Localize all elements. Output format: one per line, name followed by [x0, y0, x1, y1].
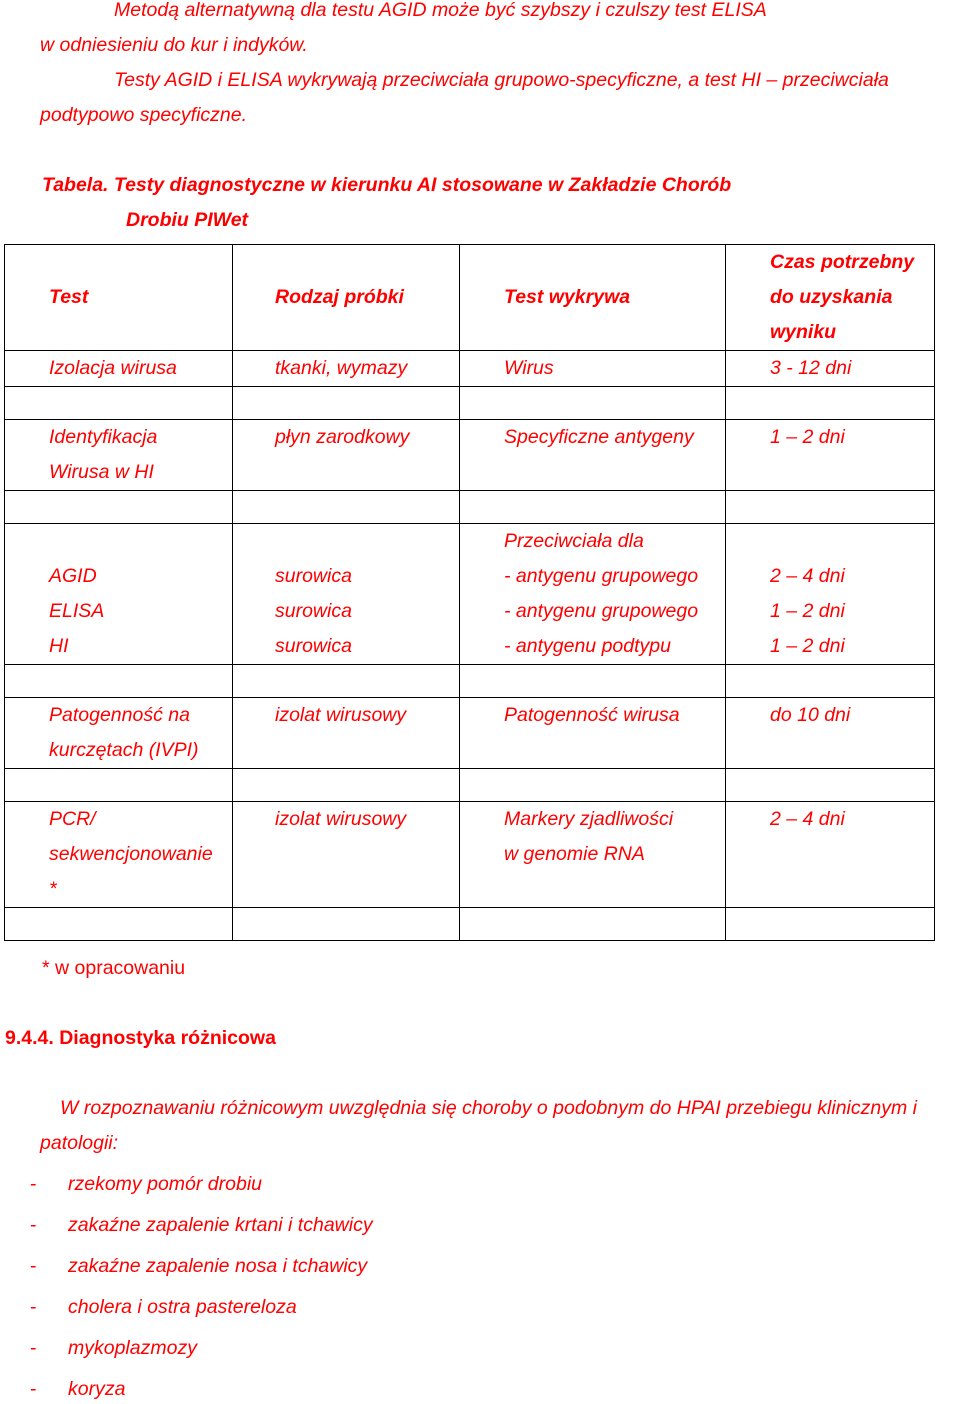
row2-time: 1 – 2 dni	[770, 426, 845, 448]
diagnostic-tests-table	[4, 244, 935, 941]
table-spacer-row	[5, 491, 935, 524]
table-footnote: * w opracowaniu	[42, 957, 186, 979]
row3-detects-a: - antygenu grupowego	[504, 565, 699, 587]
row5-detects	[460, 802, 725, 872]
row3-detects	[460, 524, 725, 664]
row5-sample: izolat wirusowy	[275, 808, 407, 830]
row2-detects: Specyficzne antygeny	[504, 426, 694, 448]
table-spacer-row	[5, 665, 935, 698]
row2-sample: płyn zarodkowy	[275, 426, 410, 448]
row1-sample: tkanki, wymazy	[275, 357, 408, 379]
row5-detects-line-1: Markery zjadliwości	[504, 808, 674, 830]
list-item-label: rzekomy pomór drobiu	[68, 1173, 262, 1195]
header-time-line-3: wyniku	[770, 321, 837, 343]
row3-time-b: 1 – 2 dni	[770, 600, 845, 622]
row5-test	[5, 802, 232, 907]
table-spacer-row	[5, 908, 935, 941]
row4-test-line-2: kurczętach (IVPI)	[49, 739, 199, 761]
table-caption-line-1: Tabela. Testy diagnostyczne w kierunku AI stosowane w Zakładzie Chorób	[42, 174, 732, 196]
list-dash: -	[30, 1378, 37, 1400]
row4-time: do 10 dni	[770, 704, 851, 726]
row5-test-line-2: sekwencjonowanie	[49, 843, 213, 865]
row3-samples	[233, 524, 459, 664]
header-time-line-1: Czas potrzebny	[770, 251, 915, 273]
row5-time: 2 – 4 dni	[770, 808, 845, 830]
row3-tests	[5, 524, 232, 664]
row3-sample-b: surowica	[275, 600, 352, 622]
row2-test	[5, 420, 232, 490]
list-item-label: mykoplazmozy	[68, 1337, 197, 1359]
row3-test-hi: HI	[49, 635, 69, 657]
list-dash: -	[30, 1173, 37, 1195]
intro-line-4: podtypowo specyficzne.	[40, 104, 248, 126]
table-spacer-row	[5, 769, 935, 802]
row4-detects: Patogenność wirusa	[504, 704, 680, 726]
list-item-label: zakaźne zapalenie krtani i tchawicy	[68, 1214, 373, 1236]
intro-line-2: w odniesieniu do kur i indyków.	[40, 34, 308, 56]
table-spacer-row	[5, 387, 935, 420]
row3-times	[726, 524, 934, 664]
row2-test-line-2: Wirusa w HI	[49, 461, 154, 483]
table-row	[5, 698, 935, 769]
row4-test	[5, 698, 232, 768]
row3-time-c: 1 – 2 dni	[770, 635, 845, 657]
row3-detects-heading: Przeciwciała dla	[504, 530, 644, 552]
row5-test-line-3: *	[49, 878, 57, 900]
list-item-label: zakaźne zapalenie nosa i tchawicy	[68, 1255, 368, 1277]
row1-time: 3 - 12 dni	[770, 357, 852, 379]
row3-detects-b: - antygenu grupowego	[504, 600, 699, 622]
paragraph-line-2: patologii:	[40, 1132, 119, 1154]
table-header-row	[5, 245, 935, 351]
table-caption-line-2: Drobiu PIWet	[126, 209, 249, 231]
row3-sample-a: surowica	[275, 565, 352, 587]
paragraph-line-1: W rozpoznawaniu różnicowym uwzględnia się choroby o podobnym do HPAI przebiegu klinicznym i	[60, 1097, 917, 1119]
row3-test-elisa: ELISA	[49, 600, 105, 622]
header-sample: Rodzaj próbki	[275, 286, 404, 308]
row1-test: Izolacja wirusa	[49, 357, 177, 379]
list-dash: -	[30, 1296, 37, 1318]
table-row	[5, 420, 935, 491]
row3-time-a: 2 – 4 dni	[770, 565, 845, 587]
list-dash: -	[30, 1255, 37, 1277]
row3-detects-c: - antygenu podtypu	[504, 635, 671, 657]
table-row	[5, 351, 935, 387]
list-dash: -	[30, 1337, 37, 1359]
table-row	[5, 524, 935, 665]
header-test: Test	[49, 286, 89, 308]
header-time-line-2: do uzyskania	[770, 286, 893, 308]
row2-test-line-1: Identyfikacja	[49, 426, 158, 448]
row3-sample-c: surowica	[275, 635, 352, 657]
row4-test-line-1: Patogenność na	[49, 704, 190, 726]
list-item-label: cholera i ostra pastereloza	[68, 1296, 297, 1318]
row5-detects-line-2: w genomie RNA	[504, 843, 645, 865]
intro-line-3: Testy AGID i ELISA wykrywają przeciwciała grupowo-specyficzne, a test HI – przeciwciała	[114, 69, 889, 91]
row3-test-agid: AGID	[49, 565, 97, 587]
header-detects: Test wykrywa	[504, 286, 631, 308]
section-title: 9.4.4. Diagnostyka różnicowa	[5, 1027, 276, 1049]
list-item-label: koryza	[68, 1378, 126, 1400]
list-dash: -	[30, 1214, 37, 1236]
intro-line-1: Metodą alternatywną dla testu AGID może być szybszy i czulszy test ELISA	[114, 0, 767, 21]
row4-sample: izolat wirusowy	[275, 704, 407, 726]
table-row	[5, 802, 935, 908]
header-time	[726, 245, 934, 350]
row1-detects: Wirus	[504, 357, 554, 379]
row5-test-line-1: PCR/	[49, 808, 96, 830]
